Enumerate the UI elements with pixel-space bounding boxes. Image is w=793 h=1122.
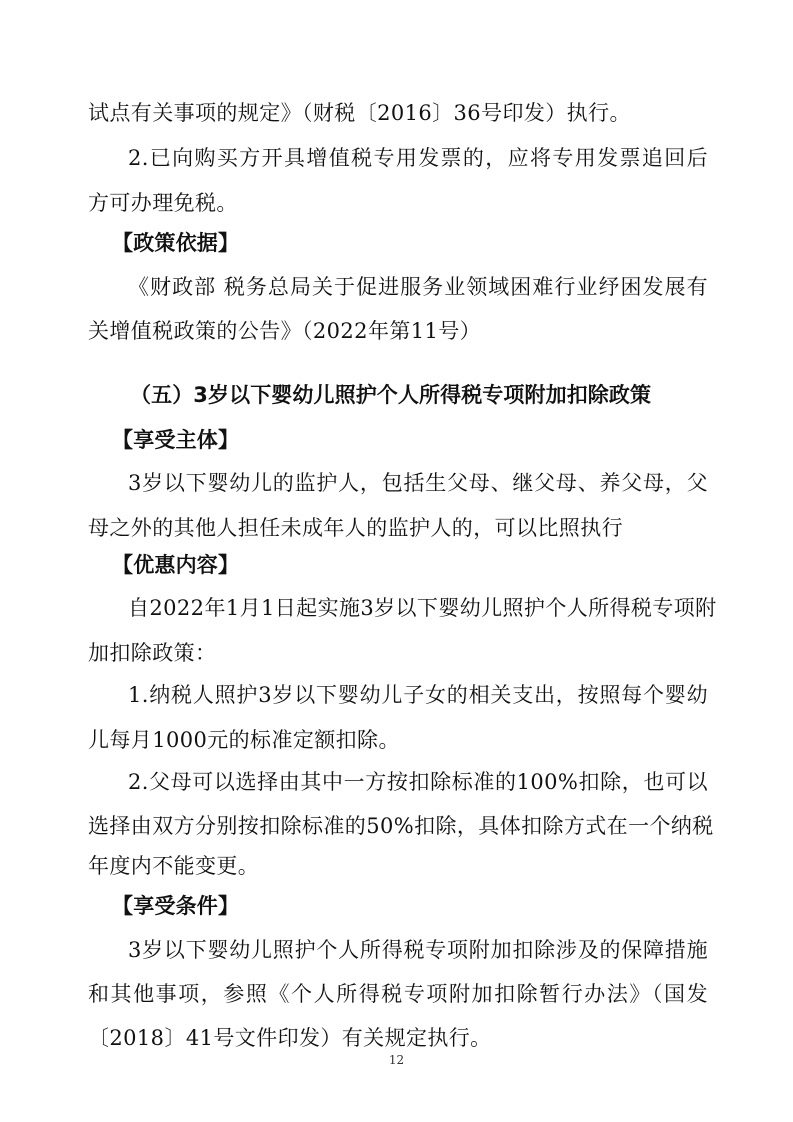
section-heading: 【政策依据】: [112, 231, 240, 255]
body-text-line: 3岁以下婴幼儿的监护人，包括生父母、继父母、养父母，父: [128, 471, 708, 495]
body-text-line: 试点有关事项的规定》（财税〔2016〕36号印发）执行。: [88, 101, 631, 125]
body-text-line: 2.已向购买方开具增值税专用发票的，应将专用发票追回后: [128, 146, 708, 170]
section-heading: 【优惠内容】: [112, 553, 240, 577]
body-text-line: 自2022年1月1日起实施3岁以下婴幼儿照护个人所得税专项附: [128, 596, 717, 620]
body-text-line: 和其他事项，参照《个人所得税专项附加扣除暂行办法》（国发: [88, 982, 708, 1006]
body-text-line: 1.纳税人照护3岁以下婴幼儿子女的相关支出，按照每个婴幼: [128, 683, 708, 707]
body-text-line: 方可办理免税。: [88, 191, 238, 215]
section-heading: 【享受条件】: [112, 894, 240, 918]
body-text-line: 关增值税政策的公告》（2022年第11号）: [88, 319, 482, 343]
body-text-line: 年度内不能变更。: [88, 854, 260, 878]
body-text-line: 3岁以下婴幼儿照护个人所得税专项附加扣除涉及的保障措施: [128, 938, 708, 962]
body-text-line: 2.父母可以选择由其中一方按扣除标准的100%扣除，也可以: [128, 770, 708, 794]
page-number: 12: [388, 1053, 405, 1067]
policy-title: （五）3岁以下婴幼儿照护个人所得税专项附加扣除政策: [130, 383, 652, 407]
body-text-line: 〔2018〕41号文件印发）有关规定执行。: [88, 1026, 492, 1050]
body-text-line: 选择由双方分别按扣除标准的50%扣除，具体扣除方式在一个纳税: [88, 814, 714, 838]
section-heading: 【享受主体】: [112, 428, 240, 452]
body-text-line: 儿每月1000元的标准定额扣除。: [88, 728, 400, 752]
body-text-line: 加扣除政策：: [88, 641, 217, 665]
body-text-line: 母之外的其他人担任未成年人的监护人的，可以比照执行: [88, 516, 623, 540]
body-text-line: 《财政部 税务总局关于促进服务业领域困难行业纾困发展有: [128, 275, 708, 299]
